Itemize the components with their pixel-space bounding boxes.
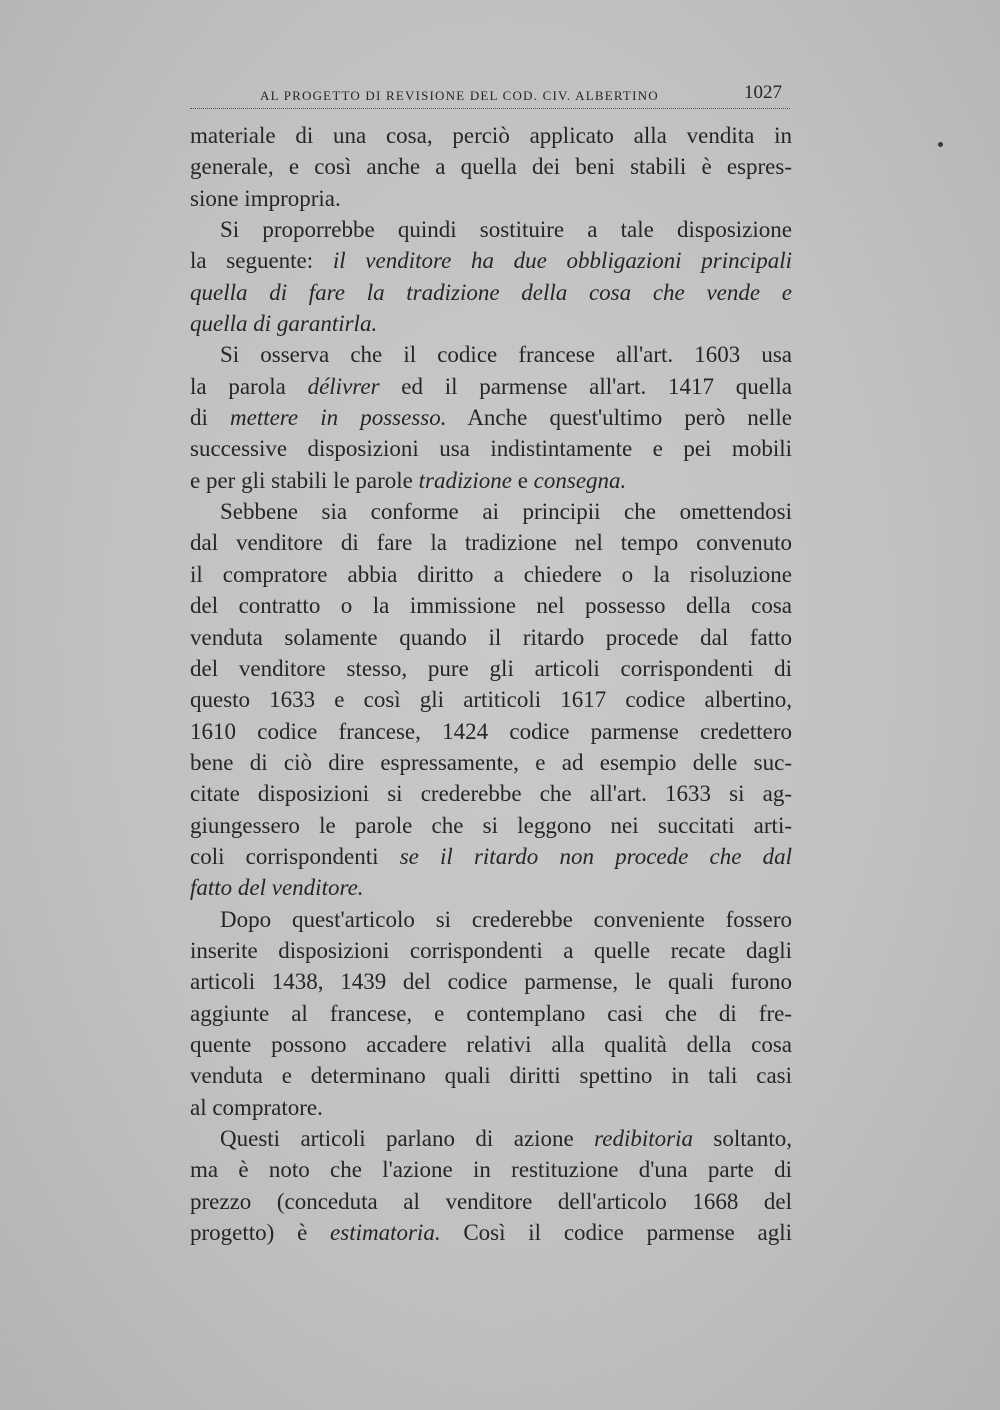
text-run: Anche quest'ultimo però nelle xyxy=(446,405,792,431)
text-run: prezzo (conceduta al venditore dell'articolo 1668 del xyxy=(190,1188,792,1214)
text-line xyxy=(190,371,792,402)
text-run: il compratore abbia diritto a chiedere o la risoluzione xyxy=(190,561,792,587)
text-run: Questi articoli parlano di azione xyxy=(220,1126,595,1151)
text-run: questo 1633 e così gli artiticoli 1617 codice albertino, xyxy=(190,687,792,713)
text-run: 1610 codice francese, 1424 codice parmense credettero xyxy=(190,718,792,744)
text-line xyxy=(190,653,792,684)
text-line xyxy=(190,308,792,339)
text-run: Così il codice parmense agli xyxy=(440,1220,792,1246)
text-line xyxy=(190,1154,792,1185)
text-run: giungessero le parole che si leggono nei succitati arti- xyxy=(190,812,792,838)
text-line xyxy=(190,1060,792,1091)
text-line xyxy=(190,716,792,747)
text-line xyxy=(190,778,792,809)
italic-text: consegna. xyxy=(533,467,627,493)
text-line xyxy=(190,966,792,997)
text-run: di xyxy=(190,405,230,431)
italic-text: fatto del venditore. xyxy=(190,875,364,901)
text-run: Si osserva che il codice francese all'art. 1603 usa xyxy=(220,342,792,368)
text-run: successive disposizioni usa indistintamente e pei mobili xyxy=(190,436,792,462)
text-line xyxy=(190,590,792,621)
text-line xyxy=(190,245,792,276)
text-line xyxy=(190,1123,792,1154)
text-line xyxy=(190,465,792,496)
text-line xyxy=(190,747,792,778)
text-line xyxy=(190,277,792,308)
text-run: bene di ciò dire espressamente, e ad esempio delle suc- xyxy=(190,749,792,775)
italic-text: quella di garantirla. xyxy=(190,311,378,337)
italic-text: estimatoria. xyxy=(330,1220,441,1246)
text-line xyxy=(190,998,792,1029)
text-run: del venditore stesso, pure gli articoli corrispondenti di xyxy=(190,655,792,681)
text-run: aggiunte al francese, e contemplano casi che di fre- xyxy=(190,1000,792,1026)
text-line xyxy=(190,151,792,182)
page-number: 1027 xyxy=(744,82,782,103)
body-text xyxy=(190,120,792,1248)
text-run: al compratore. xyxy=(190,1094,323,1120)
text-line xyxy=(190,622,792,653)
italic-text: se il ritardo non procede che dal xyxy=(399,843,792,869)
text-run: venduta solamente quando il ritardo procede dal fatto xyxy=(190,624,792,650)
text-run: Si proporrebbe quindi sostituire a tale disposizione xyxy=(220,217,792,243)
text-run: materiale di una cosa, perciò applicato alla vendita in xyxy=(190,123,792,148)
text-line xyxy=(190,810,792,841)
text-line xyxy=(190,120,792,151)
italic-text: quella di fare la tradizione della cosa che vende e xyxy=(190,279,792,305)
text-run: quente possono accadere relativi alla qualità della cosa xyxy=(190,1031,792,1057)
running-head xyxy=(190,82,790,109)
ink-speck xyxy=(938,142,943,147)
italic-text: redibitoria xyxy=(594,1126,693,1151)
text-line xyxy=(190,433,792,464)
text-line xyxy=(190,1217,792,1248)
text-run: ed il parmense all'art. 1417 quella xyxy=(379,373,792,399)
text-run: coli corrispondenti xyxy=(190,843,400,869)
text-run: e xyxy=(511,467,534,493)
text-line xyxy=(190,183,792,214)
text-run: Sebbene sia conforme ai principii che omettendosi xyxy=(220,499,792,525)
text-run: soltanto, xyxy=(692,1126,792,1151)
text-line xyxy=(190,214,792,245)
text-line xyxy=(190,496,792,527)
text-line xyxy=(190,935,792,966)
text-run: inserite disposizioni corrispondenti a quelle recate dagli xyxy=(190,937,792,963)
text-run: la seguente: xyxy=(190,248,333,274)
italic-text: mettere in possesso. xyxy=(230,405,447,431)
text-run: citate disposizioni si crederebbe che all'art. 1633 si ag- xyxy=(190,781,792,807)
text-run: del contratto o la immissione nel possesso della cosa xyxy=(190,593,792,619)
text-line xyxy=(190,527,792,558)
text-run: progetto) è xyxy=(190,1220,331,1246)
text-run: articoli 1438, 1439 del codice parmense, le quali furono xyxy=(190,969,792,995)
text-line xyxy=(190,559,792,590)
text-line xyxy=(190,872,792,903)
text-run: Dopo quest'articolo si crederebbe conveniente fossero xyxy=(220,906,792,932)
text-line xyxy=(190,904,792,935)
text-run: la parola xyxy=(190,373,308,399)
text-line xyxy=(190,841,792,872)
text-line xyxy=(190,684,792,715)
text-line xyxy=(190,1092,792,1123)
text-run: sione impropria. xyxy=(190,185,341,211)
text-line xyxy=(190,1186,792,1217)
text-run: e per gli stabili le parole xyxy=(190,467,419,493)
text-run: dal venditore di fare la tradizione nel tempo convenuto xyxy=(190,530,792,556)
text-line xyxy=(190,402,792,433)
italic-text: délivrer xyxy=(307,373,380,399)
text-line xyxy=(190,339,792,370)
text-line xyxy=(190,1029,792,1060)
text-run: ma è noto che l'azione in restituzione d'una parte di xyxy=(190,1157,792,1183)
running-title: AL PROGETTO DI REVISIONE DEL COD. CIV. ALBERTINO xyxy=(260,88,659,103)
italic-text: tradizione xyxy=(418,467,512,493)
italic-text: il venditore ha due obbligazioni principali xyxy=(332,248,792,274)
text-run: venduta e determinano quali diritti spettino in tali casi xyxy=(190,1063,792,1089)
text-run: generale, e così anche a quella dei beni stabili è espres- xyxy=(190,154,792,180)
